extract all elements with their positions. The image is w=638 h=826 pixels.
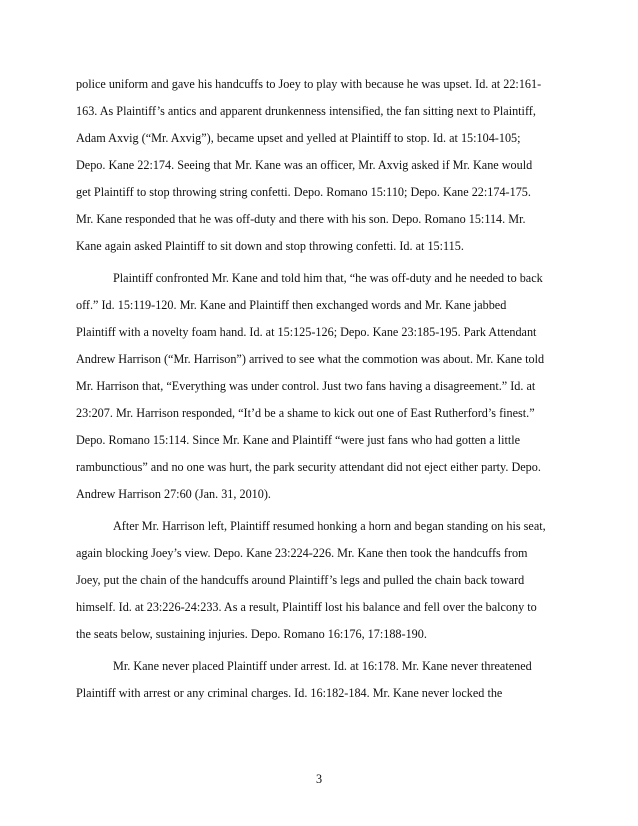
text-line-21: the seats below, sustaining injuries. Depo. Romano 16:176, 17:188-190.	[76, 627, 427, 641]
text-line-4: Depo. Kane 22:174. Seeing that Mr. Kane was an officer, Mr. Axvig asked if Mr. Kane would	[76, 158, 533, 172]
text-line-14: Depo. Romano 15:114. Since Mr. Kane and Plaintiff “were just fans who had gotten a little	[76, 433, 521, 447]
text-line-12: Mr. Harrison that, “Everything was under control. Just two fans having a disagreement.” Id. at	[76, 379, 536, 393]
text-line-23: Plaintiff with arrest or any criminal charges. Id. 16:182-184. Mr. Kane never locked the	[76, 686, 503, 700]
text-line-1: police uniform and gave his handcuffs to Joey to play with because he was upset. Id. at 22:161-	[76, 77, 542, 91]
text-line-6: Mr. Kane responded that he was off-duty and there with his son. Depo. Romano 15:114. Mr.	[76, 212, 526, 226]
text-line-5: get Plaintiff to stop throwing string confetti. Depo. Romano 15:110; Depo. Kane 22:174-175.	[76, 185, 531, 199]
text-line-22: Mr. Kane never placed Plaintiff under arrest. Id. at 16:178. Mr. Kane never threatened	[113, 659, 532, 673]
text-line-15: rambunctious” and no one was hurt, the park security attendant did not eject either party. Depo.	[76, 460, 541, 474]
text-line-8: Plaintiff confronted Mr. Kane and told him that, “he was off-duty and he needed to back	[113, 271, 543, 285]
text-line-20: himself. Id. at 23:226-24:233. As a result, Plaintiff lost his balance and fell over the balcony to	[76, 600, 537, 614]
text-line-3: Adam Axvig (“Mr. Axvig”), became upset and yelled at Plaintiff to stop. Id. at 15:104-105;	[76, 131, 521, 145]
text-line-19: Joey, put the chain of the handcuffs around Plaintiff’s legs and pulled the chain back toward	[76, 573, 525, 587]
text-line-2: 163. As Plaintiff’s antics and apparent drunkenness intensified, the fan sitting next to Plaintiff,	[76, 104, 536, 118]
text-line-16: Andrew Harrison 27:60 (Jan. 31, 2010).	[76, 487, 271, 501]
text-line-9: off.” Id. 15:119-120. Mr. Kane and Plaintiff then exchanged words and Mr. Kane jabbed	[76, 298, 507, 312]
text-line-10: Plaintiff with a novelty foam hand. Id. at 15:125-126; Depo. Kane 23:185-195. Park Attendant	[76, 325, 537, 339]
text-line-17: After Mr. Harrison left, Plaintiff resumed honking a horn and began standing on his seat,	[113, 519, 546, 533]
text-line-18: again blocking Joey’s view. Depo. Kane 23:224-226. Mr. Kane then took the handcuffs from	[76, 546, 528, 560]
page-number: 3	[315, 772, 323, 786]
text-line-11: Andrew Harrison (“Mr. Harrison”) arrived to see what the commotion was about. Mr. Kane told	[76, 352, 545, 366]
text-line-13: 23:207. Mr. Harrison responded, “It’d be a shame to kick out one of East Rutherford’s finest.”	[76, 406, 535, 420]
text-line-7: Kane again asked Plaintiff to sit down and stop throwing confetti. Id. at 15:115.	[76, 239, 464, 253]
